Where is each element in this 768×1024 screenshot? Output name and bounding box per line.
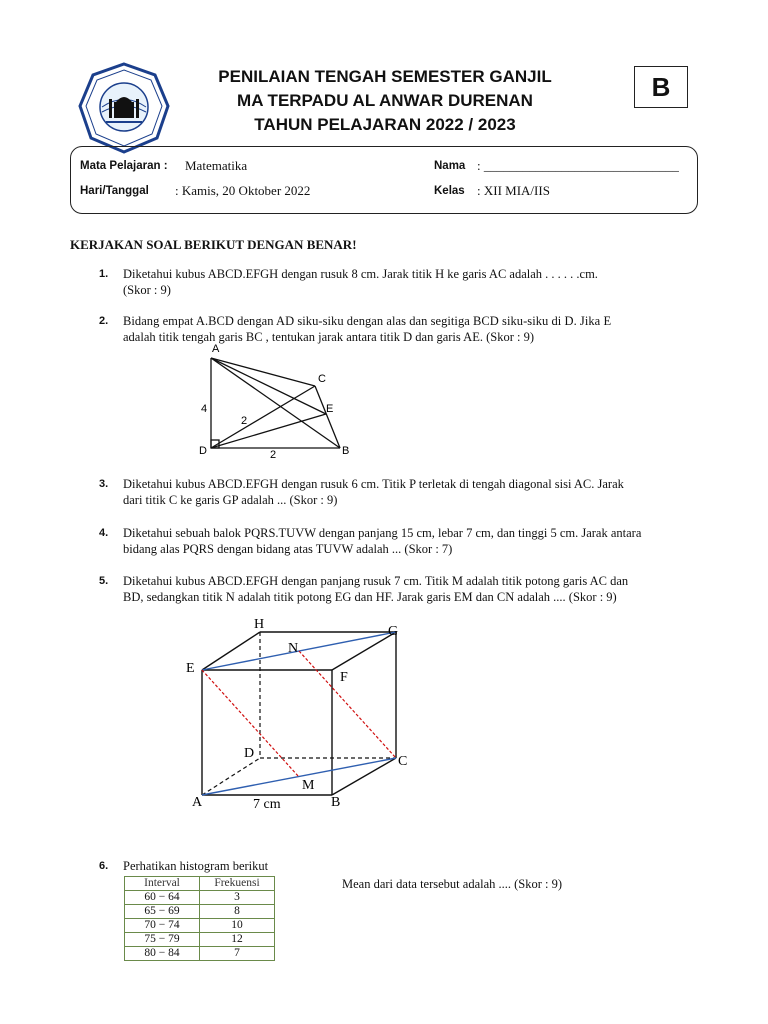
cube-label-a: A — [192, 795, 203, 810]
academic-year: TAHUN PELAJARAN 2022 / 2023 — [254, 115, 516, 134]
question-text: Bidang empat A.BCD dengan AD siku-siku dengan alas dan segitiga BCD siku-siku di D. Jika E — [123, 314, 612, 328]
table-cell-frequency: 3 — [200, 891, 275, 905]
table-cell-interval: 80 − 84 — [125, 947, 200, 961]
name-value[interactable]: : ______________________________ — [477, 158, 679, 173]
info-box — [70, 146, 698, 214]
cube-side-length: 7 cm — [253, 797, 281, 812]
table-cell-interval: 75 − 79 — [125, 933, 200, 947]
tetra-label-e: E — [326, 403, 334, 415]
question-number: 5. — [99, 575, 109, 587]
question-number: 2. — [99, 315, 109, 327]
tetra-label-d: D — [199, 445, 207, 457]
cube-label-c: C — [398, 754, 408, 769]
tetra-label-b: B — [342, 445, 350, 457]
cube-label-h: H — [254, 617, 265, 632]
name-label: Nama — [434, 160, 466, 172]
question-text: bidang alas PQRS dengan bidang atas TUVW adalah ... (Skor : 7) — [123, 542, 453, 556]
instruction: KERJAKAN SOAL BERIKUT DENGAN BENAR! — [70, 237, 357, 252]
tetrahedron-figure — [190, 340, 360, 460]
cube-label-n: N — [288, 641, 299, 656]
school-name: MA TERPADU AL ANWAR DURENAN — [237, 91, 533, 110]
tetra-label-a: A — [212, 343, 220, 355]
cube-label-g: G — [388, 624, 399, 639]
tetra-side-ad: 4 — [201, 403, 208, 415]
tetra-label-c: C — [318, 373, 326, 385]
question-text: Diketahui sebuah balok PQRS.TUVW dengan panjang 15 cm, lebar 7 cm, dan tinggi 5 cm. Jarak antara — [123, 526, 642, 540]
table-cell-interval: 65 − 69 — [125, 905, 200, 919]
subject-label: Mata Pelajaran : — [80, 160, 168, 172]
tetra-side-db: 2 — [270, 449, 277, 460]
question-text: (Skor : 9) — [123, 283, 171, 297]
cube-label-e: E — [186, 661, 195, 676]
question-text: BD, sedangkan titik N adalah titik potong EG dan HF. Jarak garis EM dan CN adalah .... (Skor : 9) — [123, 590, 617, 604]
class-value: : XII MIA/IIS — [477, 183, 550, 198]
class-label: Kelas — [434, 185, 465, 197]
tetra-side-dc: 2 — [241, 415, 248, 427]
table-cell-interval: 60 − 64 — [125, 891, 200, 905]
cube-label-b: B — [331, 795, 341, 810]
table-row — [125, 905, 275, 919]
table-row — [125, 947, 275, 961]
version-box: B — [634, 66, 688, 108]
cube-label-d: D — [244, 746, 255, 761]
cube-label-f: F — [340, 670, 348, 685]
question-text: Diketahui kubus ABCD.EFGH dengan panjang rusuk 7 cm. Titik M adalah titik potong garis AC dan — [123, 574, 629, 588]
subject-value: Matematika — [185, 158, 248, 173]
cube-label-m: M — [302, 778, 315, 793]
question-text: Diketahui kubus ABCD.EFGH dengan rusuk 6 cm. Titik P terletak di tengah diagonal sisi AC. Jarak — [123, 477, 624, 491]
date-value: : Kamis, 20 Oktober 2022 — [175, 183, 311, 198]
question-text: Perhatikan histogram berikut — [123, 859, 269, 873]
table-cell-interval: 70 − 74 — [125, 919, 200, 933]
exam-title: PENILAIAN TENGAH SEMESTER GANJIL — [218, 67, 552, 86]
question-number: 4. — [99, 527, 109, 539]
date-label: Hari/Tanggal — [80, 185, 149, 197]
question-number: 6. — [99, 860, 109, 872]
question-text: Diketahui kubus ABCD.EFGH dengan rusuk 8 cm. Jarak titik H ke garis AC adalah . . . . . .cm. — [123, 267, 598, 281]
question-text: adalah titik tengah garis BC , tentukan jarak antara titik D dan garis AE. (Skor : 9) — [123, 330, 535, 344]
table-row — [125, 891, 275, 905]
table-cell-frequency: 8 — [200, 905, 275, 919]
question-number: 1. — [99, 268, 109, 280]
question-text: Mean dari data tersebut adalah .... (Skor : 9) — [342, 877, 563, 891]
table-row — [125, 933, 275, 947]
table-cell-frequency: 7 — [200, 947, 275, 961]
table-header-frequency: Frekuensi — [200, 877, 275, 891]
cube-figure — [180, 615, 420, 825]
question-text: dari titik C ke garis GP adalah ... (Skor : 9) — [123, 493, 338, 507]
frequency-table — [124, 876, 275, 961]
question-number: 3. — [99, 478, 109, 490]
table-row — [125, 919, 275, 933]
table-cell-frequency: 12 — [200, 933, 275, 947]
table-header-interval: Interval — [125, 877, 200, 891]
table-cell-frequency: 10 — [200, 919, 275, 933]
